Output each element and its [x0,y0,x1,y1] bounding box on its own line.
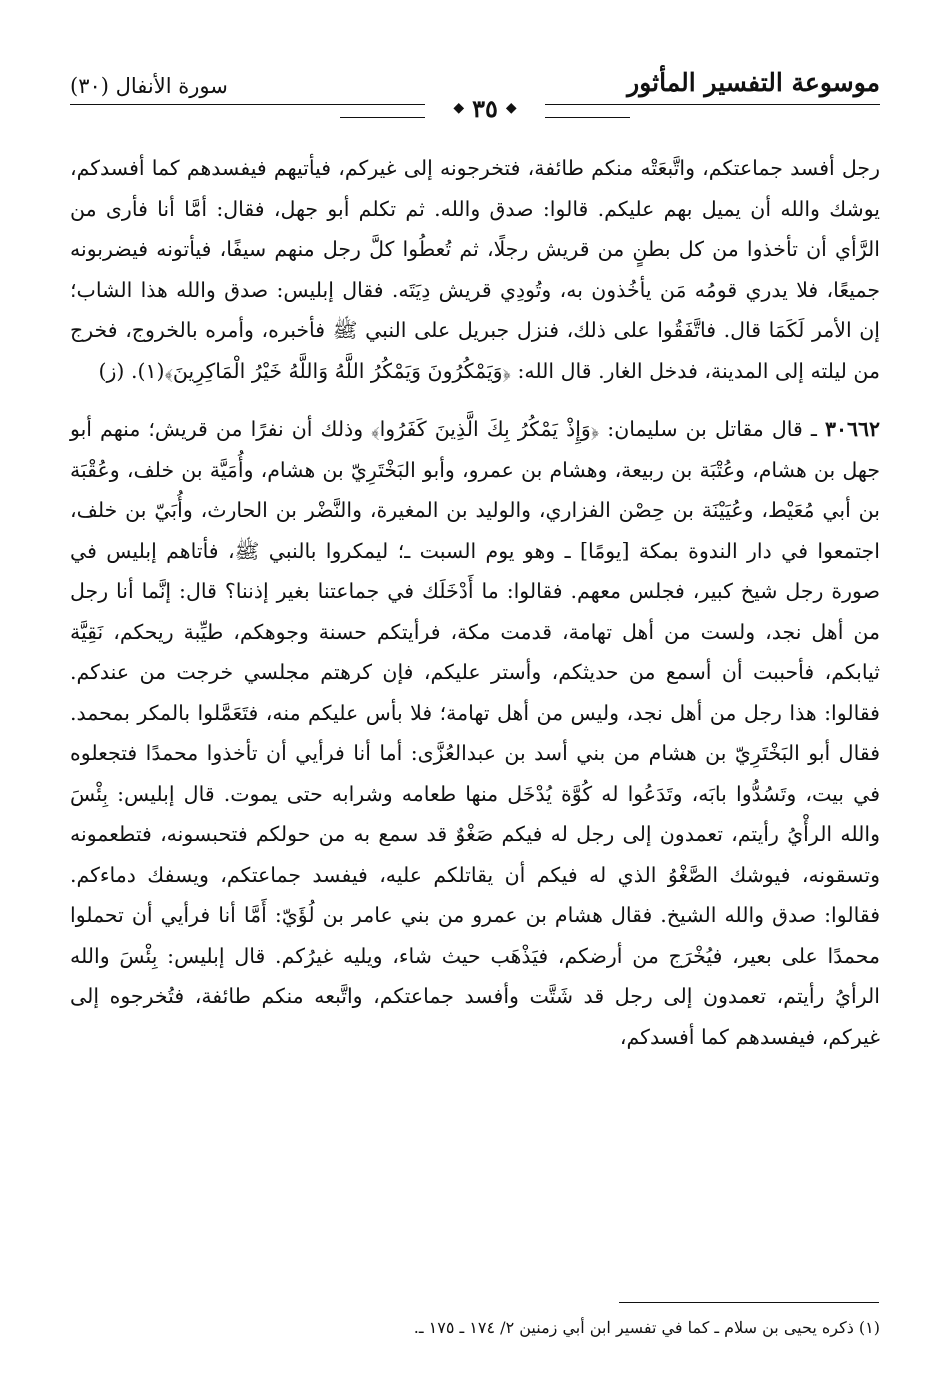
ornament-line-right [545,117,630,118]
paragraph [70,409,880,1057]
main-text [70,148,880,1057]
paragraph-text: رجل أفسد جماعتكم، واتَّبعَتْه منكم طائفة، فتخرجونه إلى غيركم، فيأتيهم فيفسدهم كما أفسدكم، يوشك والله أن يميل بهم عليكم. قالوا: صدق والله. ثم تكلم أبو جهل، فقال: أمَّا أنا فأرى من الرَّأي أن تأخذوا من كل بطنٍ من قريش رجلًا، ثم تُعطُوا كلَّ رجل منهم سيفًا، فيأتونه فيضربونه جميعًا، فلا يدري قومُه مَن يأخُذون به، وتُودِي قريش دِيَتَه. فقال إبليس: صدق والله هذا الشاب؛ إن الأمر لَكَمَا قال. فاتَّفَقُوا على ذلك، فنزل جبريل على النبي ﷺ فأخبره، وأمره بالخروج، فخرج من ليلته إلى المدينة، فدخل الغار. قال الله: ﴿وَيَمْكُرُونَ وَيَمْكُرُ اللَّهُ وَاللَّهُ خَيْرُ الْمَاكِرِينَ﴾(١). (ز) [70,156,880,383]
entry-number: ٣٠٦٦٢ [824,417,880,441]
page-number: ٣٥ [472,93,498,123]
paragraph-text: ـ قال مقاتل بن سليمان: ﴿وَإِذْ يَمْكُرُ بِكَ الَّذِينَ كَفَرُوا﴾ وذلك أن نفرًا من قريش؛ منهم أبو جهل بن هشام، وعُتْبَة بن ربيعة، وهشام بن عمرو، وأبو البَخْتَرِيّ بن هشام، وأُمَيَّة بن خلف، وعُقْبَة بن أبي مُعَيْط، وعُيَيْنَة بن حِصْن الفزاري، والوليد بن المغيرة، والنَّضْر بن الحارث، وأُبَيّ بن خلف، اجتمعوا في دار الندوة بمكة [يومًا] ـ وهو يوم السبت ـ؛ ليمكروا بالنبي ﷺ، فأتاهم إبليس في صورة رجل شيخ كبير، فجلس معهم. فقالوا: ما أَدْخَلَك في جماعتنا بغير إذننا؟ قال: إنَّما أنا رجل من أهل نجد، ولست من أهل تهامة، قدمت مكة، فرأيتكم حسنة وجوهكم، طيِّبة ريحكم، نَقِيَّة ثيابكم، فأحببت أن أسمع من حديثكم، وأستر عليكم، فإن كرهتم مجلسي خرجت من عندكم. فقالوا: هذا رجل من أهل نجد، وليس من أهل تهامة؛ فلا بأس عليكم منه، فتَعَمَّلوا بالمكر بمحمد. فقال أبو البَخْتَرِيّ بن هشام من بني أسد بن عبدالعُزَّى: أما أنا فرأيي أن تأخذوا محمدًا فتجعلوه في بيت، وتَسُدُّوا بابَه، وتَدَعُوا له كُوَّة يُدْخَل منها طعامه وشرابه حتى يموت. قال إبليس: بِئْسَ والله الرأْيُ رأيتم، تعمدون إلى رجل له فيكم صَغْوٌ قد سمع به من حولكم فتحبسونه، فتطعمونه وتسقونه، فيوشك الصَّغْوُ الذي له فيكم أن يقاتلكم عليه، فيفسد جماعتكم، ويسفك دماءكم. فقالوا: صدق والله الشيخ. فقال هشام بن عمرو من بني عامر بن لُؤَيّ: أَمَّا أنا فرأيي أن تحملوا محمدًا على بعير، فيُخْرَج من أرضكم، فيَذْهَب حيث شاء، ويليه غيرُكم. قال إبليس: بِئْسَ والله الرأيُ رأيتم، تعمدون إلى رجل قد شَتَّت وأفسد جماعتكم، واتَّبعه منكم طائفة، فتُخرجوه إلى غيركم، فيفسدهم كما أفسدكم، [70,417,880,1049]
page-number-box [425,90,545,126]
surah-label: سورة الأنفال (٣٠) [70,74,228,98]
footnote-rule [619,1302,879,1303]
page-header [70,68,880,128]
ornament-icon: ◆ [453,100,465,116]
ornament-line-left [340,117,425,118]
ornament-icon: ◆ [505,100,517,116]
paragraph [70,148,880,391]
book-title: موسوعة التفسير المأثور [627,68,880,97]
footnote: (١) ذكره يحيى بن سلام ـ كما في تفسير ابن أبي زمنين ٢/ ١٧٤ ـ ١٧٥ ـ. [413,1318,880,1337]
